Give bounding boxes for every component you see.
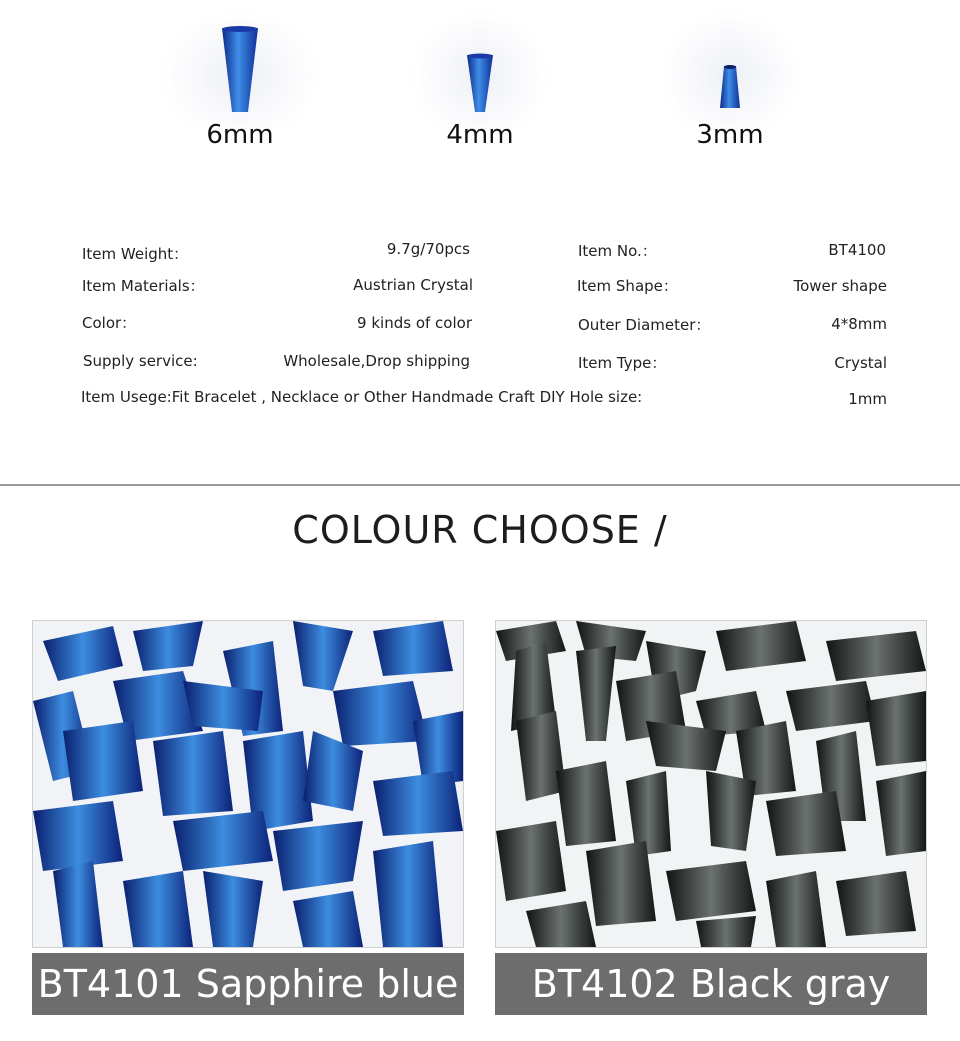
supply-service-value: Wholesale,Drop shipping bbox=[283, 352, 470, 370]
sapphire-blue-photo bbox=[32, 620, 464, 948]
size-label: 3mm bbox=[696, 120, 764, 150]
sapphire-blue-caption: BT4101 Sapphire blue bbox=[32, 953, 464, 1015]
section-divider bbox=[0, 484, 960, 486]
black-gray-caption: BT4102 Black gray bbox=[495, 953, 927, 1015]
item-type-label: Item Type： bbox=[578, 354, 667, 372]
color-value: 9 kinds of color bbox=[357, 314, 472, 332]
item-no-label: Item No.： bbox=[578, 242, 657, 260]
item-usage-line: Item Usege:Fit Bracelet , Necklace or Other Handmade Craft DIY Hole size: bbox=[81, 388, 643, 406]
size-card-3mm bbox=[660, 0, 800, 160]
section-title: COLOUR CHOOSE / bbox=[292, 508, 668, 552]
bead-6mm-icon bbox=[220, 24, 260, 114]
bead-3mm-icon bbox=[718, 64, 742, 110]
item-weight-label: Item Weight： bbox=[82, 245, 189, 263]
size-card-6mm bbox=[160, 0, 320, 160]
item-materials-value: Austrian Crystal bbox=[353, 276, 473, 294]
hole-size-value: 1mm bbox=[848, 390, 887, 408]
outer-diameter-value: 4*8mm bbox=[831, 315, 887, 333]
item-type-value: Crystal bbox=[834, 354, 887, 372]
outer-diameter-label: Outer Diameter： bbox=[578, 316, 711, 334]
color-label: Color： bbox=[82, 314, 137, 332]
item-materials-label: Item Materials： bbox=[82, 277, 205, 295]
size-label: 6mm bbox=[206, 120, 274, 150]
supply-service-label: Supply service: bbox=[83, 352, 198, 370]
item-weight-value: 9.7g/70pcs bbox=[386, 240, 470, 258]
bead-4mm-icon bbox=[465, 52, 495, 114]
item-shape-value: Tower shape bbox=[793, 277, 887, 295]
size-label: 4mm bbox=[446, 120, 514, 150]
item-shape-label: Item Shape： bbox=[577, 277, 678, 295]
size-card-4mm bbox=[410, 0, 550, 160]
item-no-value: BT4100 bbox=[828, 241, 886, 259]
black-gray-photo bbox=[495, 620, 927, 948]
